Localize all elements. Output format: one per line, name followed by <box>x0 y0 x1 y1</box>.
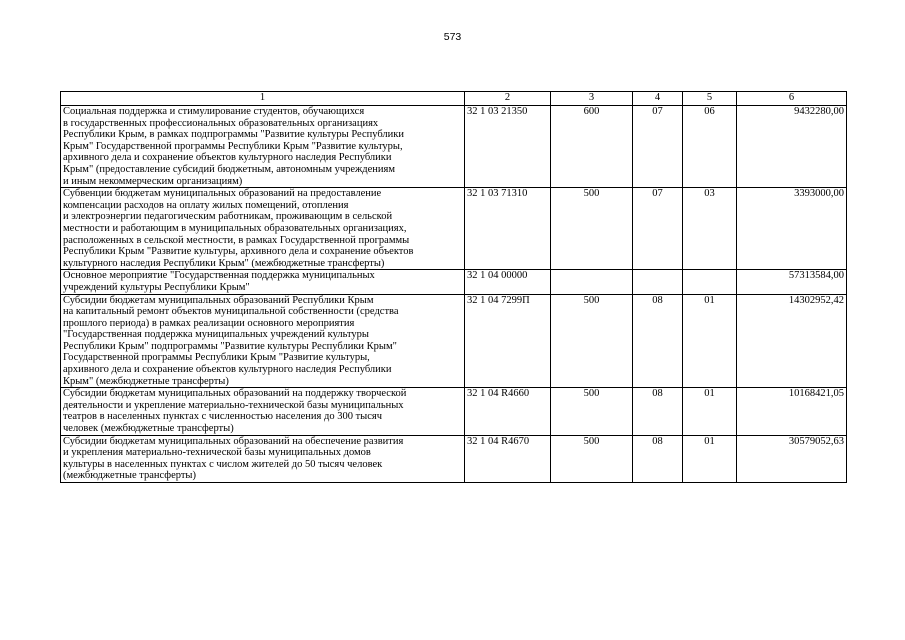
row-col3: 500 <box>551 435 633 482</box>
row-description: Субсидии бюджетам муниципальных образований на обеспечение развития и укрепления материально-технической базы муниципальных домов культуры в населенных пунктах с числом жителей до 50 тысяч человек (межбюджетные трансферты) <box>61 435 465 482</box>
table-header-row <box>61 92 847 106</box>
table-row <box>61 188 847 270</box>
row-code: 32 1 04 00000 <box>465 270 551 294</box>
header-col-4: 4 <box>633 92 683 106</box>
row-amount: 3393000,00 <box>737 188 847 270</box>
header-col-5: 5 <box>683 92 737 106</box>
row-amount: 30579052,63 <box>737 435 847 482</box>
table-row <box>61 388 847 435</box>
row-col5: 01 <box>683 435 737 482</box>
row-col5 <box>683 270 737 294</box>
header-col-6: 6 <box>737 92 847 106</box>
row-col4 <box>633 270 683 294</box>
row-col3: 600 <box>551 106 633 188</box>
row-col5: 03 <box>683 188 737 270</box>
row-col4: 08 <box>633 435 683 482</box>
row-col5: 06 <box>683 106 737 188</box>
row-description: Основное мероприятие "Государственная поддержка муниципальных учреждений культуры Республики Крым" <box>61 270 465 294</box>
row-col5: 01 <box>683 294 737 388</box>
row-code: 32 1 04 R4670 <box>465 435 551 482</box>
row-description: Субсидии бюджетам муниципальных образований Республики Крым на капитальный ремонт объектов муниципальной собственности (средства прошлого периода) в рамках реализации основного мероприятия "Государственная поддержка муниципальных учреждений культуры Республики Крым" подпрограммы "Развитие культуры Республики Крым" Государственной программы Республики Крым "Развитие культуры, архивного дела и сохранение объектов культурного наследия Республики Крым" (межбюджетные трансферты) <box>61 294 465 388</box>
row-amount: 57313584,00 <box>737 270 847 294</box>
row-col4: 08 <box>633 388 683 435</box>
row-col3 <box>551 270 633 294</box>
row-code: 32 1 03 71310 <box>465 188 551 270</box>
page-number: 573 <box>443 31 462 43</box>
row-col4: 08 <box>633 294 683 388</box>
row-col4: 07 <box>633 188 683 270</box>
row-col3: 500 <box>551 188 633 270</box>
row-amount: 9432280,00 <box>737 106 847 188</box>
row-amount: 14302952,42 <box>737 294 847 388</box>
row-code: 32 1 04 7299П <box>465 294 551 388</box>
table-row <box>61 106 847 188</box>
row-code: 32 1 04 R4660 <box>465 388 551 435</box>
row-description: Социальная поддержка и стимулирование студентов, обучающихся в государственных профессиональных образовательных организациях Республики Крым, в рамках подпрограммы "Развитие культуры Республики Крым" Государственной программы Республики Крым "Развитие культуры, архивного дела и сохранение объектов культурного наследия Республики Крым" (предоставление субсидий бюджетным, автономным учреждениям и иным некоммерческим организациям) <box>61 106 465 188</box>
budget-table <box>60 91 847 483</box>
header-col-3: 3 <box>551 92 633 106</box>
header-col-1: 1 <box>61 92 465 106</box>
row-amount: 10168421,05 <box>737 388 847 435</box>
table-row <box>61 270 847 294</box>
row-description: Субвенции бюджетам муниципальных образований на предоставление компенсации расходов на оплату жилых помещений, отопления и электроэнергии педагогическим работникам, проживающим в сельской местности и работающим в муниципальных образовательных организациях, расположенных в сельской местности, в рамках Государственной программы Республики Крым "Развитие культуры, архивного дела и сохранение объектов культурного наследия Республики Крым" (межбюджетные трансферты) <box>61 188 465 270</box>
table-row <box>61 294 847 388</box>
row-col3: 500 <box>551 294 633 388</box>
row-col3: 500 <box>551 388 633 435</box>
table-row <box>61 435 847 482</box>
row-description: Субсидии бюджетам муниципальных образований на поддержку творческой деятельности и укрепление материально-технической базы муниципальных театров в населенных пунктах с численностью населения до 300 тысяч человек (межбюджетные трансферты) <box>61 388 465 435</box>
row-col4: 07 <box>633 106 683 188</box>
header-col-2: 2 <box>465 92 551 106</box>
row-col5: 01 <box>683 388 737 435</box>
row-code: 32 1 03 21350 <box>465 106 551 188</box>
